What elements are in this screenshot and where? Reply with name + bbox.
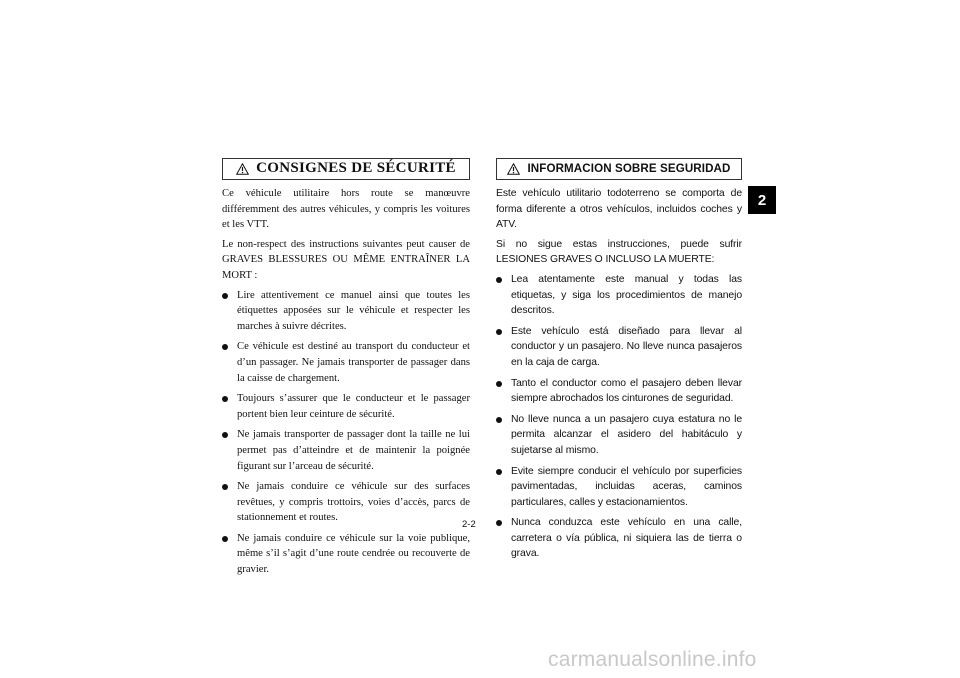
list-item-text: Ne jamais conduire ce véhicule sur la voie publique, même s’il s’agit d’une route cendrée ou recouverte de gravier. — [237, 532, 470, 576]
french-warning: Le non-respect des instructions suivantes peut causer de GRAVES BLESSURES OU MÊME ENTRAÎNER LA MORT : — [222, 238, 470, 281]
french-bullet-list — [222, 288, 470, 578]
list-item — [222, 427, 470, 474]
french-column — [222, 158, 470, 583]
bullet-icon — [222, 432, 228, 438]
spanish-column — [496, 158, 742, 567]
list-item-text: Ne jamais conduire ce véhicule sur des surfaces revêtues, y compris trottoirs, voies d’accès, parcs de stationnement et routes. — [237, 481, 470, 524]
list-item-text: Evite siempre conducir el vehículo por superficies pavimentadas, incluidas aceras, caminos particulares, calles y estacionamientos. — [511, 465, 742, 508]
warning-icon — [507, 163, 520, 175]
page-number: 2-2 — [462, 519, 476, 530]
list-item — [222, 339, 470, 386]
list-item-text: Nunca conduzca este vehículo en una calle, carretera o vía pública, ni siquiera las de tierra o grava. — [511, 517, 742, 560]
spanish-title: INFORMACION SOBRE SEGURIDAD — [527, 162, 731, 176]
bullet-icon — [222, 396, 228, 402]
list-item — [496, 272, 742, 319]
bullet-icon — [496, 381, 502, 387]
spanish-warning: Si no sigue estas instrucciones, puede sufrir LESIONES GRAVES O INCLUSO LA MUERTE: — [496, 238, 742, 266]
list-item-text: Lea atentamente este manual y todas las etiquetas, y siga los procedimientos de manejo descritos. — [511, 273, 742, 317]
bullet-icon — [222, 293, 228, 299]
bullet-icon — [222, 344, 228, 350]
list-item-text: Ne jamais transporter de passager dont la taille ne lui permet pas d’atteindre et de maintenir la poignée figurant sur l’arceau de sécurité. — [237, 429, 470, 472]
list-item — [222, 288, 470, 335]
list-item-text: Lire attentivement ce manuel ainsi que toutes les étiquettes apposées sur le véhicule et respecter les marches à suivre décrites. — [237, 289, 470, 332]
bullet-icon — [222, 484, 228, 490]
watermark: carmanualsonline.info — [548, 648, 757, 671]
spanish-intro: Este vehículo utilitario todoterreno se comporta de forma diferente a otros vehículos, incluidos coches y ATV. — [496, 188, 742, 231]
bullet-icon — [496, 417, 502, 423]
french-title: CONSIGNES DE SÉCURITÉ — [256, 160, 456, 177]
list-item-text: Ce véhicule est destiné au transport du conducteur et d’un passager. Ne jamais transporter de passager dans la caisse de chargement. — [237, 341, 470, 384]
list-item — [496, 464, 742, 511]
list-item — [222, 479, 470, 526]
list-item-text: Este vehículo está diseñado para llevar al conductor y un pasajero. No lleve nunca pasajeros en la caja de carga. — [511, 325, 742, 368]
spanish-heading — [496, 158, 742, 180]
list-item — [496, 412, 742, 459]
list-item — [496, 324, 742, 371]
list-item-text: No lleve nunca a un pasajero cuya estatura no le permita alcanzar el asidero del habitáculo y sujetarse al mismo. — [511, 413, 742, 456]
list-item-text: Tanto el conductor como el pasajero deben llevar siempre abrochados los cinturones de seguridad. — [511, 377, 742, 405]
section-tab: 2 — [748, 186, 776, 214]
spanish-bullet-list — [496, 272, 742, 562]
list-item — [222, 391, 470, 422]
list-item — [496, 376, 742, 407]
list-item-text: Toujours s’assurer que le conducteur et le passager portent bien leur ceinture de sécurité. — [237, 393, 470, 420]
bullet-icon — [496, 469, 502, 475]
bullet-icon — [496, 277, 502, 283]
french-intro: Ce véhicule utilitaire hors route se manœuvre différemment des autres véhicules, y compris les voitures et les VTT. — [222, 188, 470, 231]
bullet-icon — [496, 520, 502, 526]
bullet-icon — [222, 536, 228, 542]
french-heading — [222, 158, 470, 180]
list-item — [222, 531, 470, 578]
list-item — [496, 515, 742, 562]
bullet-icon — [496, 329, 502, 335]
warning-icon — [236, 163, 249, 175]
